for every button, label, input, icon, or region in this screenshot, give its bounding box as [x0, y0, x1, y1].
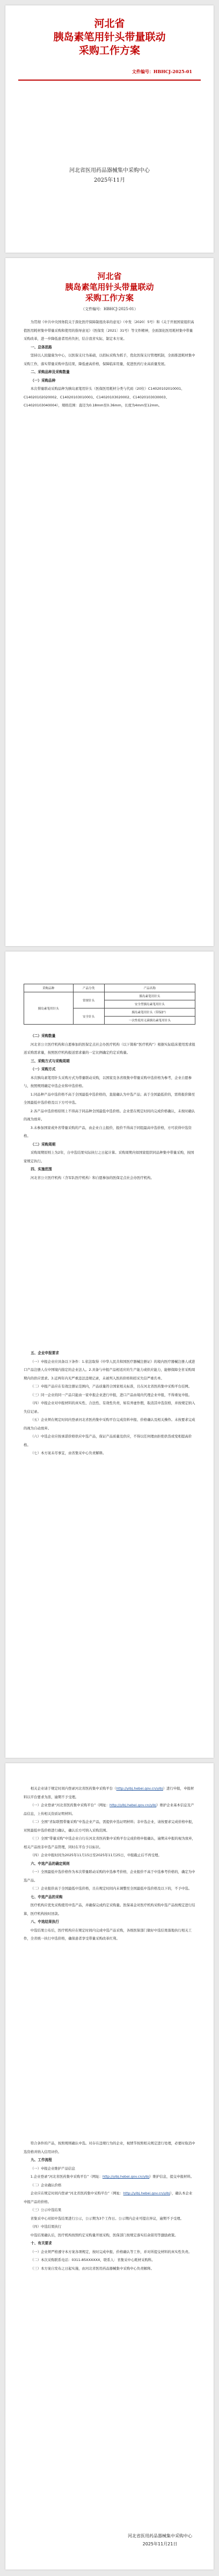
product-table	[24, 984, 195, 1025]
section-heading: 一、总体思路	[31, 345, 52, 349]
body-section-3	[24, 1349, 195, 1458]
body-section-1	[24, 318, 195, 410]
table-cell-name: 胰岛素笔用针头	[104, 992, 195, 1000]
footer-date: 2025年11月21日	[142, 2542, 178, 2546]
paragraph: （三）同一企业的同一产品只能由一家申报企业进行申报，进口产品由境内代理企业申报，不得重复申报。	[30, 1392, 192, 1397]
paragraph: 3.未参加国家或外省带量采购的产品，由企业自主报价，报价不得高于同组最高中选价格，方可获得中选资格。	[24, 1125, 192, 1138]
table-cell-name: 一次性使用无菌胰岛素笔用针头	[104, 1017, 195, 1025]
section-heading: 九、工作流程	[31, 2158, 52, 2162]
paragraph: 符合条件的产品，按照规则确认中选。对存在违规行为的企业，视情节按照相关规定进行处理，必要时取消中选资格并纳入信用评价。	[24, 2141, 195, 2154]
paragraph: 坚持以人民健康为中心，以医保支付为基础，以招标采购为抓手，优化医保支付管理机制，全面推进耗材集中采购工作，落实带量采购中选结果，降低虚高价格，保障临床用量，促进医药行业高质量发展。	[24, 353, 195, 366]
paragraph: （六）中选企业应按承诺价格供应中选产品，保证产品质量及供应，不得以任何理由拒绝供货或变相提高价格。	[24, 1434, 192, 1447]
document-page-3	[5, 1763, 214, 2570]
cover-title-line-3: 采购工作方案	[78, 45, 140, 56]
cover-doc-number: 文件编号：HBHCJ-2025-01	[132, 69, 192, 74]
cover-title-line-2: 胰岛素笔用针头带量联动	[53, 31, 166, 43]
paragraph: 中选结果确认后，医疗机构按照约定采购量开展采购，医保部门按规定落实结余留用等激励政策。	[30, 2232, 178, 2237]
platform-link[interactable]: http://ylbj.hebei.gov.cn/ylbj	[110, 1803, 157, 1807]
paragraph: 中选结果公布后，医疗机构应在规定时间内完成中选产品采购，各级医保部门做好中选结果落地执行相关工作，全省统一执行中选价格，确保患者享受带量采购改革红利。	[24, 1928, 192, 1941]
paragraph: 为贯彻《中共中央国务院关于深化医疗保障制度改革的意见》（中发〔2020〕5号）和《关于开展国家组织高值医用耗材集中带量采购和使用的指导意见》（医保发〔2021〕31号）等文件精神，全面深化医用耗材集中带量采购改革，进一步降低患者用药负担，结合我省实际，制定本方案。	[24, 320, 194, 341]
section-heading: 三、采购方式与采购周期	[31, 1058, 70, 1063]
cover-date: 2025年11月	[93, 177, 126, 183]
paragraph: 本次带量联动采购品种为胰岛素笔用针头（医保医用耗材分类与代码（20位）C14020102010001、C14020102020002、C14020103010001、C14020103020002、C14020103030003、C14020103040004），规格范围：直径为0.18mm至0.36mm，长度为4mm至12mm。	[24, 387, 185, 407]
table-cell-class: 常规针头	[73, 992, 104, 1008]
paragraph: （二）本次采购联系电话：0311-85XXXXXX，联系人：省集采中心耗材采购科。	[30, 2258, 155, 2262]
section-heading: 十、有关要求	[31, 2241, 52, 2245]
section-heading: （一）采购品种	[31, 378, 56, 383]
paragraph: 1.企业登录“河北省医药集中采购平台”（网址：http://ylbj.hebei.gov.cn/ylbj）维护信息，提交申报材料。	[30, 2174, 194, 2179]
paragraph: （二）企业确认价格	[30, 2183, 62, 2187]
paragraph: （一）申报企业维护产品信息	[30, 2166, 75, 2171]
cover-title-line-1: 河北省	[94, 18, 125, 30]
paragraph: 企业应在规定时间内登录“河北省医药集中采购平台”（网址：http://ylbj.hebei.gov.cn/ylbj），确认本企业申报产品的价格。	[24, 2191, 193, 2204]
section-heading: 二、采购品种及采购数量	[31, 370, 70, 374]
paragraph: 医疗机构应优先采购使用中选产品，并确保完成约定采购量。医保基金对医疗机构采购中选产品按规定进行结算，医疗机构按时回款。	[24, 1903, 195, 1916]
body-section-2	[24, 1032, 195, 1182]
paragraph: （一）全国最低中选价格作为本次带量联动采购的中选参考价格，企业报价不高于中选参考价格的，确定为中选产品。	[24, 1870, 195, 1883]
doc-number: （文件编号：HBHCJ-2025-01）	[81, 307, 138, 311]
paragraph: 相关企业请于规定时间内登录河北省医药集中采购平台（http://ylbj.hebei.gov.cn/ylbj）进行申报，申报材料以平台要求为准，逾期不予受理。	[24, 1786, 194, 1799]
section-heading: （二）采购数量	[31, 1034, 56, 1038]
paragraph: （七）本方案未尽事宜，由省集采中心负责解释。	[30, 1451, 106, 1455]
doc-title-line-3: 采购工作方案	[85, 293, 134, 303]
table-cell-name: 胰岛素笔用针头（带保护）	[104, 1008, 195, 1017]
body-section-5	[24, 2139, 195, 2273]
document-page-2	[5, 951, 214, 1758]
paragraph: （三）全国“带量采购”中选企业自行在河北省医药集中采购平台完成价格申报确认，逾期未申报的视为放弃，相关产品按非中选产品管理，同时在平台予以标识。	[24, 1836, 195, 1849]
paragraph: 河北省公立医疗机构和自愿参加的医保定点社会办医疗机构（以下简称“医疗机构”）根据实际临床使用需求报送采购需求量，按照医疗机构报送需求量的一定比例确定约定采购量。	[24, 1042, 195, 1055]
product-table-wrapper	[24, 984, 195, 1025]
paragraph: （二）全国“省际联盟带量采购”中选企业产品，需提供中选证明材料；非中选企业，请按要求完成价格申报，对照最低中选价格进行确认，确认后方可纳入采购范围。	[24, 1820, 195, 1833]
doc-title-line-2: 胰岛素笔用针头带量联动	[65, 282, 154, 292]
paragraph: （五）企业须在规定时间内登录河北省医药集中采购平台完成资料申报、价格确认及相关操作。未按要求完成的视为自动放弃。	[24, 1418, 195, 1430]
paragraph: （三）公示中选结果	[30, 2208, 62, 2212]
cover-page	[5, 5, 214, 253]
table-cell-product: 胰岛素笔用针头	[24, 992, 74, 1025]
table-header-cell: 产品分类	[73, 984, 104, 992]
section-heading: 八、中选结果执行	[31, 1920, 59, 1924]
paragraph: 采购周期原则上为2年，自中选结果实际执行之日起计算。采购周期内如国家组织同品种集中带量采购，按国家规定执行。	[24, 1150, 194, 1163]
paragraph: （一）企业须严格遵守本方案各项规定，按时完成申报、价格确认等工作，并对所提交材料的真实性负责。	[30, 2249, 192, 2254]
table-header-cell: 采购品种	[24, 984, 74, 992]
cover-divider	[18, 80, 201, 81]
paragraph: 省集采中心对拟中选结果进行公示，公示期为3个工作日。公示期内企业可提出异议，逾期不予受理。	[30, 2216, 184, 2221]
section-heading: （二）采购周期	[31, 1142, 56, 1147]
cover-issuer: 河北省医用药品器械集中采购中心	[69, 168, 150, 174]
section-heading: 四、实施范围	[31, 1167, 52, 1171]
table-cell-class: 安全针头	[73, 1008, 104, 1025]
paragraph: （二）企业报价高于全国最低中选价格，且在规定时间内未调整至全国最低中选价格及以下的，不予中选。	[30, 1886, 192, 1891]
doc-title-line-1: 河北省	[97, 271, 122, 281]
paragraph: （四）申报企业对申报材料的真实性、合法性、有效性负责，如有弄虚作假，取消其中选资格，并按规定纳入失信记录。	[24, 1401, 195, 1414]
document-page-1	[5, 258, 214, 946]
paragraph: （四）企业申报时间为2025年11月15日至2025年11月25日，申报截止后不再受理。	[30, 1853, 162, 1857]
section-heading: （一）采购方式	[31, 1067, 56, 1071]
paragraph: （三）本方案自发布之日起实施，由河北省医用药品器械集中采购中心负责解释。	[30, 2266, 154, 2271]
paragraph: （一）申报企业应具备以下条件：1.依法取得《中华人民共和国医疗器械注册证》的境内医疗器械注册人或进口产品注册人在中国境内指定的企业法人。2.具备与申报产品相适应的生产能力或供应能力，能够保障全省采购周期内的供应需求。3.近两年内无严重违法违规记录，未被列入医药价格和招采失信严重名单。	[24, 1359, 195, 1380]
section-heading: 七、中选产品的采购	[31, 1894, 63, 1899]
footer-issuer: 河北省医用药品器械集中采购中心	[128, 2534, 192, 2538]
paragraph: （二）申报产品应在有效注册证范围内，产品质量符合国家相关标准，且在河北省医药集中采购平台挂网。	[30, 1384, 192, 1389]
platform-link[interactable]: http://ylbj.hebei.gov.cn/ylbj	[123, 2191, 170, 2195]
table-cell-name: 安全型胰岛素笔用针头	[104, 1000, 195, 1008]
section-heading: 五、企业申报要求	[31, 1351, 59, 1355]
signature-block	[128, 2532, 192, 2548]
paragraph: 1.同品种产品中选价格不高于全国最低中选价格的，直接确认为中选产品；高于全国最低价的，需将报价降至全国最低中选价格及以下方可中选。	[24, 1092, 195, 1105]
paragraph: （一）企业登录“河北省医药集中采购平台”（网址：http://ylbj.hebei.gov.cn/ylbj）维护企业基本信息及产品信息，上传相关资质证明材料。	[24, 1803, 194, 1816]
table-header-cell: 产品名称	[104, 984, 195, 992]
table-row	[24, 992, 195, 1000]
body-section-4	[24, 1785, 195, 1943]
paragraph: 河北省公立医疗机构（含军队医疗机构）和自愿参加的医保定点社会办医疗机构。	[30, 1175, 154, 1180]
section-heading: 六、中选产品的确定规则	[31, 1861, 70, 1866]
platform-link[interactable]: http://ylbj.hebei.gov.cn/ylbj	[102, 2174, 150, 2179]
paragraph: （四）中选结果执行	[30, 2224, 62, 2229]
paragraph: 本次胰岛素笔用针头采购方式为带量联动采购，以国家及各省级集中带量采购中选价格为参考，企业自愿参与，按照规则确定中选企业和中选价格。	[24, 1075, 192, 1088]
paragraph: 2.各产品中选价格原则上不得高于同品种全国最低中选价格。企业需在规定时间内完成价格确认，未按时确认的视为放弃。	[24, 1108, 195, 1121]
platform-link[interactable]: http://ylbj.hebei.gov.cn/ylbj	[116, 1786, 163, 1791]
